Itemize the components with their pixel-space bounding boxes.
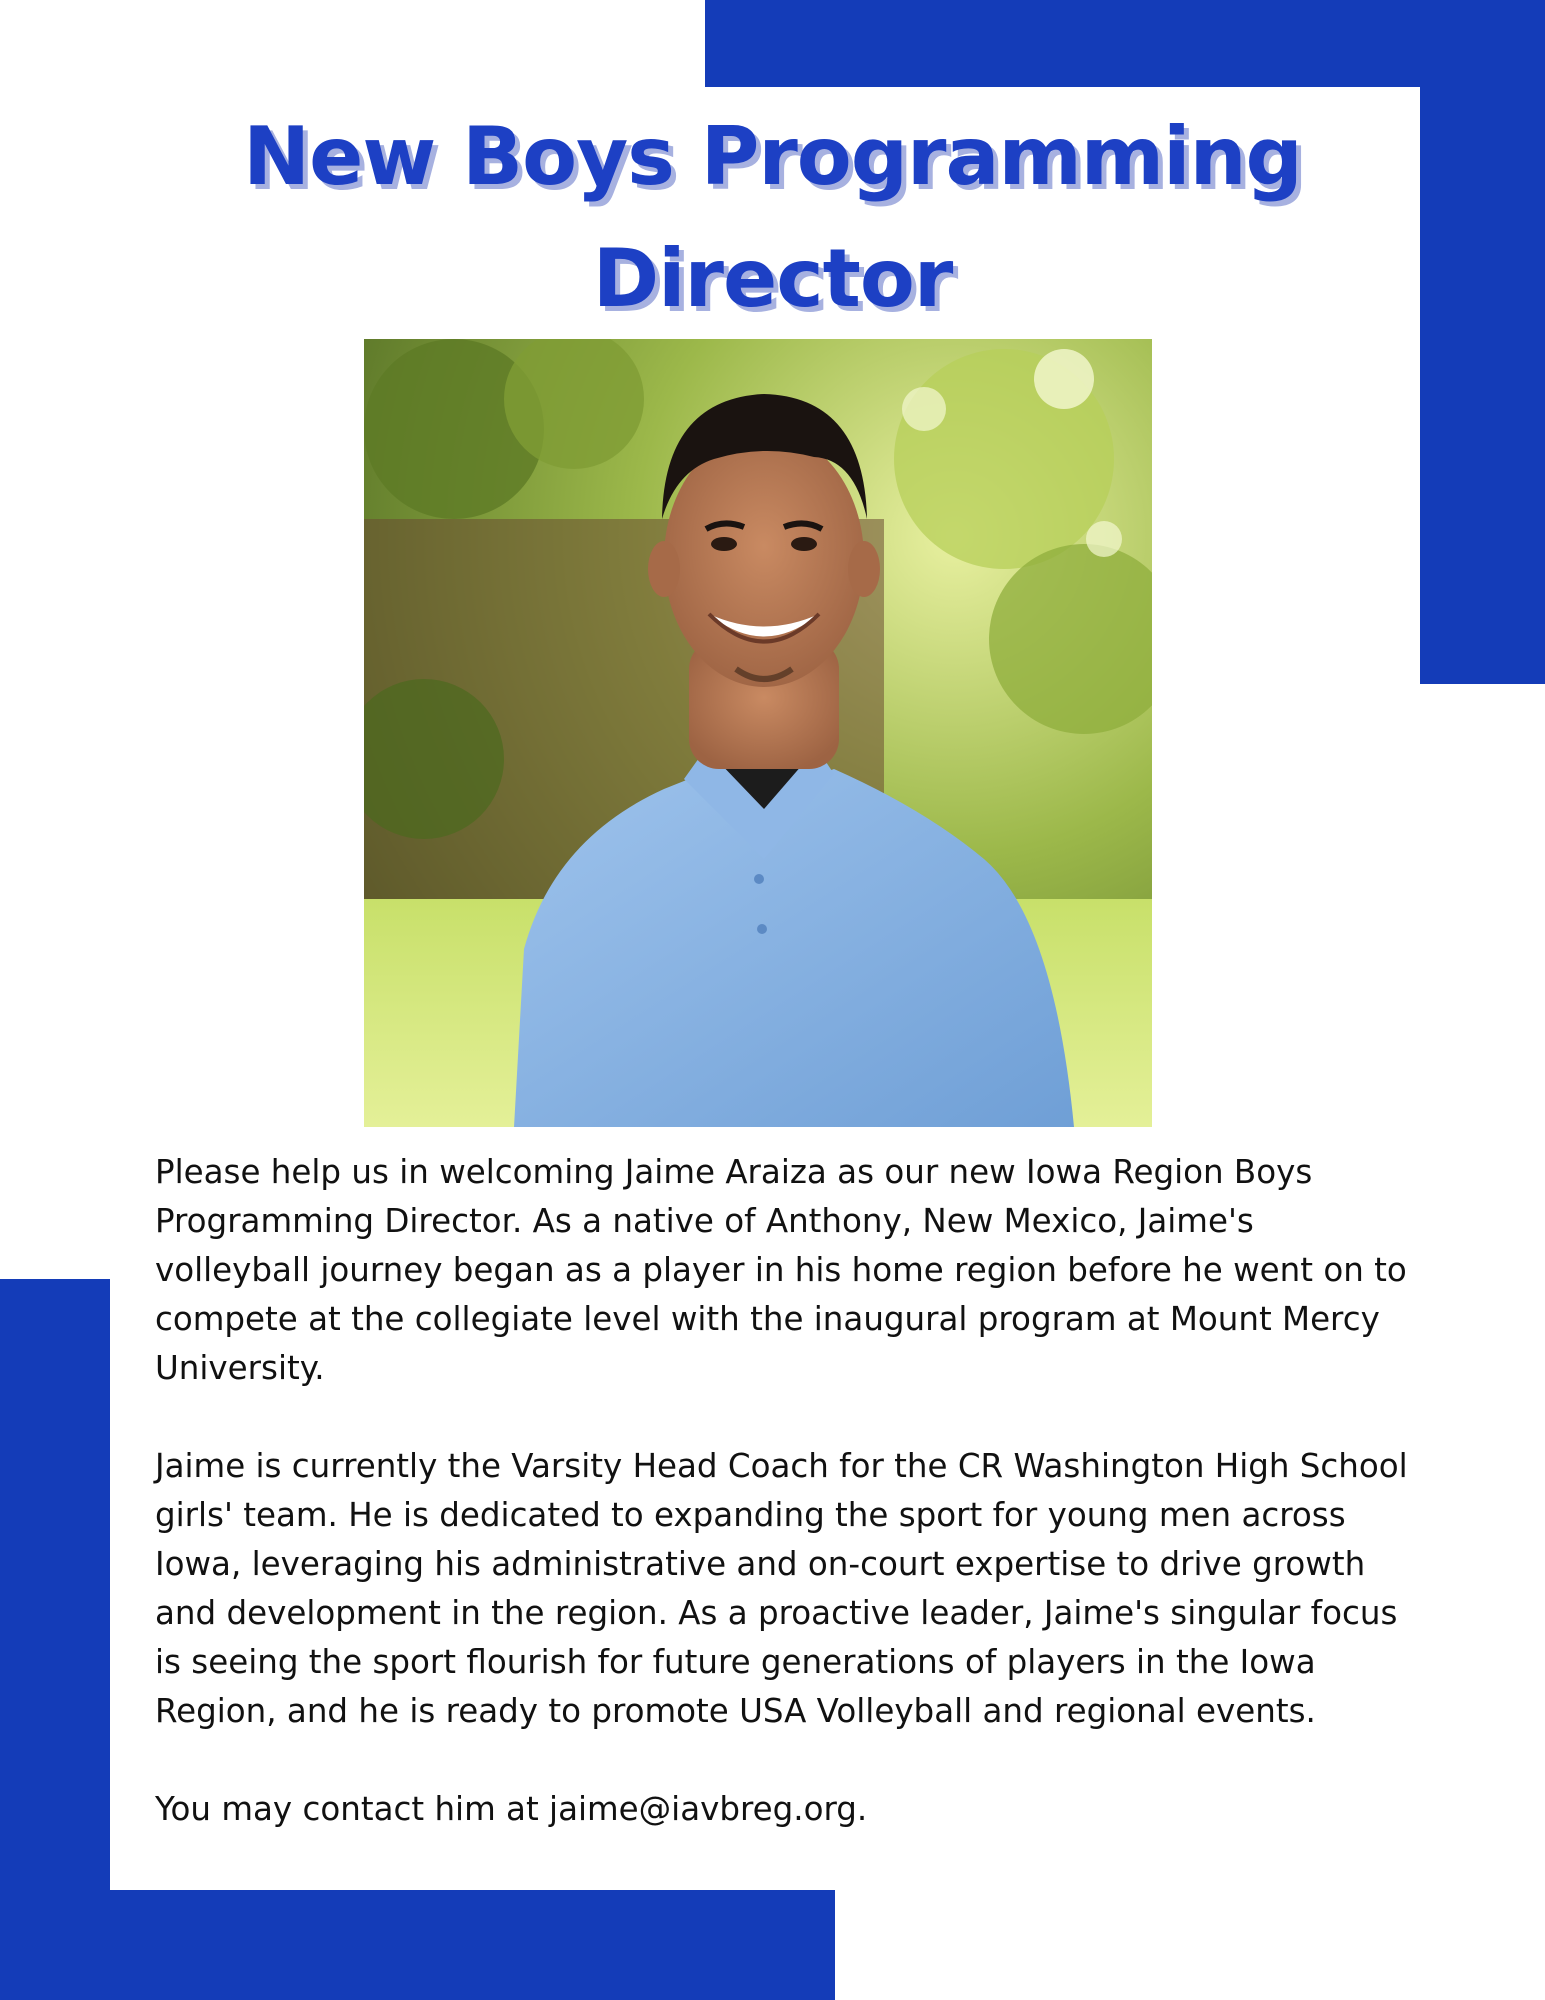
paragraph-bio: Jaime is currently the Varsity Head Coach for the CR Washington High School girls' team. He is dedicated to expanding the sport for young men across Iowa, leveraging his administrative and on-court expertise to drive growth and development in the region. As a proactive leader, Jaime's singular focus is seeing the sport flourish for future generations of players in the Iowa Region, and he is ready to promote USA Volleyball and regional events. <box>155 1447 1408 1730</box>
title-line-2: Director <box>592 232 953 325</box>
decorative-blue-block-top <box>705 0 1545 87</box>
portrait-illustration <box>364 339 1152 1127</box>
decorative-blue-block-bottom <box>0 1890 835 2000</box>
portrait-photo <box>364 339 1152 1127</box>
decorative-blue-block-right <box>1420 0 1545 684</box>
paragraph-intro: Please help us in welcoming Jaime Araiza as our new Iowa Region Boys Programming Director. As a native of Anthony, New Mexico, Jaime's volleyball journey began as a player in his home region before he went on to compete at the collegiate level with the inaugural program at Mount Mercy University. <box>155 1153 1407 1387</box>
page-title <box>200 96 1345 340</box>
contact-line: You may contact him at jaime@iavbreg.org. <box>155 1790 868 1828</box>
article-body <box>155 1148 1415 1883</box>
title-line-1: New Boys Programming <box>243 110 1302 203</box>
